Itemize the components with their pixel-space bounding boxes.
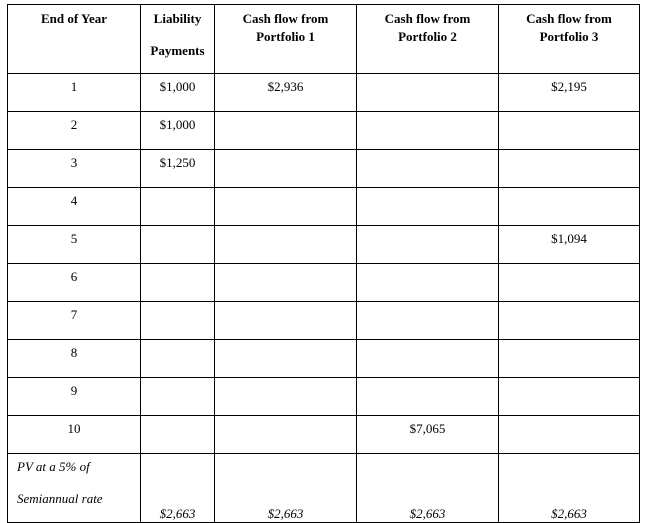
header-portfolio-3-line1: Cash flow from xyxy=(526,11,612,26)
pv-label-line2: Semiannual rate xyxy=(17,491,103,506)
cell-portfolio-3 xyxy=(499,264,640,302)
header-portfolio-1-line1: Cash flow from xyxy=(242,11,329,26)
cell-year: 5 xyxy=(8,226,141,264)
cell-portfolio-3 xyxy=(499,302,640,340)
table-row xyxy=(8,340,640,378)
cell-year: 4 xyxy=(8,188,141,226)
cell-portfolio-3 xyxy=(499,416,640,454)
header-portfolio-2-line1: Cash flow from xyxy=(384,11,471,26)
cell-year: 9 xyxy=(8,378,141,416)
cell-portfolio-1 xyxy=(215,226,357,264)
cell-portfolio-1 xyxy=(215,340,357,378)
pv-liability: $2,663 xyxy=(141,454,215,523)
cell-portfolio-1 xyxy=(215,112,357,150)
cell-portfolio-1: $2,936 xyxy=(215,74,357,112)
cell-portfolio-1 xyxy=(215,264,357,302)
header-portfolio-3 xyxy=(499,5,640,74)
cell-liability xyxy=(141,188,215,226)
header-liability-line2: Payments xyxy=(150,43,205,58)
cell-portfolio-2 xyxy=(357,378,499,416)
cell-liability xyxy=(141,264,215,302)
header-end-of-year xyxy=(8,5,141,74)
cell-portfolio-2 xyxy=(357,340,499,378)
cell-year: 10 xyxy=(8,416,141,454)
table-row xyxy=(8,112,640,150)
cell-portfolio-1 xyxy=(215,416,357,454)
header-portfolio-2-line2: Portfolio 2 xyxy=(398,29,457,44)
cell-portfolio-3 xyxy=(499,340,640,378)
pv-portfolio-3: $2,663 xyxy=(499,454,640,523)
cell-year: 1 xyxy=(8,74,141,112)
header-row xyxy=(8,5,640,74)
cell-year: 3 xyxy=(8,150,141,188)
table-row xyxy=(8,378,640,416)
cell-portfolio-2 xyxy=(357,264,499,302)
cell-portfolio-2 xyxy=(357,112,499,150)
cell-portfolio-2 xyxy=(357,150,499,188)
cell-portfolio-3: $1,094 xyxy=(499,226,640,264)
header-portfolio-1-line2: Portfolio 1 xyxy=(256,29,315,44)
pv-portfolio-1: $2,663 xyxy=(215,454,357,523)
cell-year: 8 xyxy=(8,340,141,378)
cell-portfolio-1 xyxy=(215,378,357,416)
header-liability-line1: Liability xyxy=(153,11,202,26)
cell-liability: $1,250 xyxy=(141,150,215,188)
pv-row xyxy=(8,454,640,523)
table-row xyxy=(8,302,640,340)
table-row xyxy=(8,74,640,112)
cell-liability xyxy=(141,340,215,378)
header-portfolio-3-line2: Portfolio 3 xyxy=(539,29,599,44)
pv-portfolio-2: $2,663 xyxy=(357,454,499,523)
pv-label-cell xyxy=(8,454,141,523)
cell-portfolio-2 xyxy=(357,74,499,112)
cell-portfolio-1 xyxy=(215,188,357,226)
pv-label-line1: PV at a 5% of xyxy=(17,459,90,474)
cell-liability xyxy=(141,416,215,454)
table-row xyxy=(8,416,640,454)
table-row xyxy=(8,150,640,188)
table-row xyxy=(8,226,640,264)
cell-portfolio-2 xyxy=(357,188,499,226)
cell-year: 2 xyxy=(8,112,141,150)
cell-portfolio-3 xyxy=(499,378,640,416)
cell-portfolio-2 xyxy=(357,226,499,264)
cell-portfolio-3 xyxy=(499,112,640,150)
cell-liability xyxy=(141,378,215,416)
header-liability-payments xyxy=(141,5,215,74)
cell-liability: $1,000 xyxy=(141,74,215,112)
cash-flow-table xyxy=(7,4,640,523)
table-row xyxy=(8,188,640,226)
cell-portfolio-3 xyxy=(499,150,640,188)
cell-liability: $1,000 xyxy=(141,112,215,150)
cell-liability xyxy=(141,226,215,264)
cell-portfolio-3 xyxy=(499,188,640,226)
cell-portfolio-1 xyxy=(215,150,357,188)
cell-year: 6 xyxy=(8,264,141,302)
header-end-of-year-label: End of Year xyxy=(41,11,107,26)
cell-portfolio-2: $7,065 xyxy=(357,416,499,454)
header-portfolio-2 xyxy=(357,5,499,74)
cell-year: 7 xyxy=(8,302,141,340)
cell-portfolio-1 xyxy=(215,302,357,340)
cell-liability xyxy=(141,302,215,340)
cell-portfolio-2 xyxy=(357,302,499,340)
header-portfolio-1 xyxy=(215,5,357,74)
cell-portfolio-3: $2,195 xyxy=(499,74,640,112)
table-row xyxy=(8,264,640,302)
